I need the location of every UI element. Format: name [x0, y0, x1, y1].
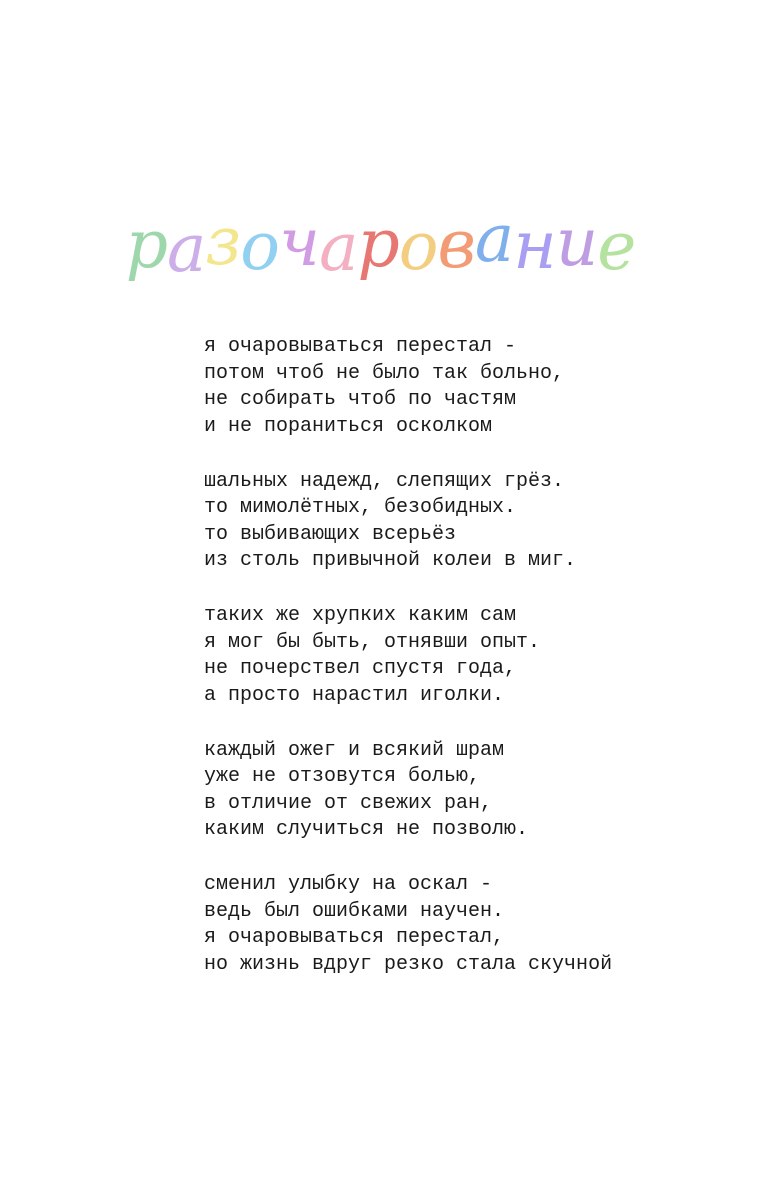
poem-line: шальных надежд, слепящих грёз.: [204, 469, 565, 493]
stanza: [204, 738, 744, 844]
poem-line: не собирать чтоб по частям: [204, 388, 517, 411]
title-letter: и: [555, 204, 598, 281]
poem-line: из столь привычной колеи в миг.: [204, 549, 577, 572]
title-letter: р: [125, 206, 167, 283]
poem-line: потом чтоб не было так больно,: [204, 361, 565, 385]
poem-line: я очаровываться перестал,: [204, 926, 505, 949]
poem-line: и не пораниться осколком: [204, 414, 493, 438]
poem-line: ведь был ошибками научен.: [204, 899, 505, 923]
poem-line: в отличие от свежих ран,: [204, 791, 493, 815]
stanza: [204, 469, 744, 575]
stanza: [204, 334, 744, 440]
title-letter: о: [398, 208, 438, 285]
poem-line: сменил улыбку на оскал -: [204, 873, 493, 896]
title-letter: в: [437, 206, 475, 283]
title-letter: а: [166, 210, 206, 287]
title-letter: з: [205, 203, 241, 280]
poem-line: уже не отзовутся болью,: [204, 765, 481, 788]
poem-line: каким случиться не позволю.: [204, 818, 529, 841]
poem-line: таких же хрупких каким сам: [204, 604, 517, 627]
poem-line: а просто нарастил иголки.: [204, 683, 505, 707]
poem-body: [204, 334, 744, 1007]
poem-line: я мог бы быть, отнявши опыт.: [204, 630, 541, 654]
title-letter: ч: [279, 204, 320, 281]
stanza: [204, 603, 744, 709]
title-letter: н: [513, 207, 556, 284]
poem-line: я очаровываться перестал -: [204, 335, 517, 358]
poem-title: [0, 190, 761, 300]
title-letter: е: [597, 208, 636, 285]
title-letter: а: [319, 209, 358, 286]
poem-line: но жизнь вдруг резко стала скучной: [204, 952, 613, 976]
stanza: [204, 872, 744, 978]
title-letter: о: [240, 208, 280, 285]
poem-line: не почерствел спустя года,: [204, 657, 517, 680]
poem-line: то мимолётных, безобидных.: [204, 496, 517, 519]
title-letter: а: [474, 200, 514, 277]
poem-line: каждый ожег и всякий шрам: [204, 738, 505, 762]
poem-line: то выбивающих всерьёз: [204, 522, 457, 546]
title-letter: р: [357, 205, 399, 282]
